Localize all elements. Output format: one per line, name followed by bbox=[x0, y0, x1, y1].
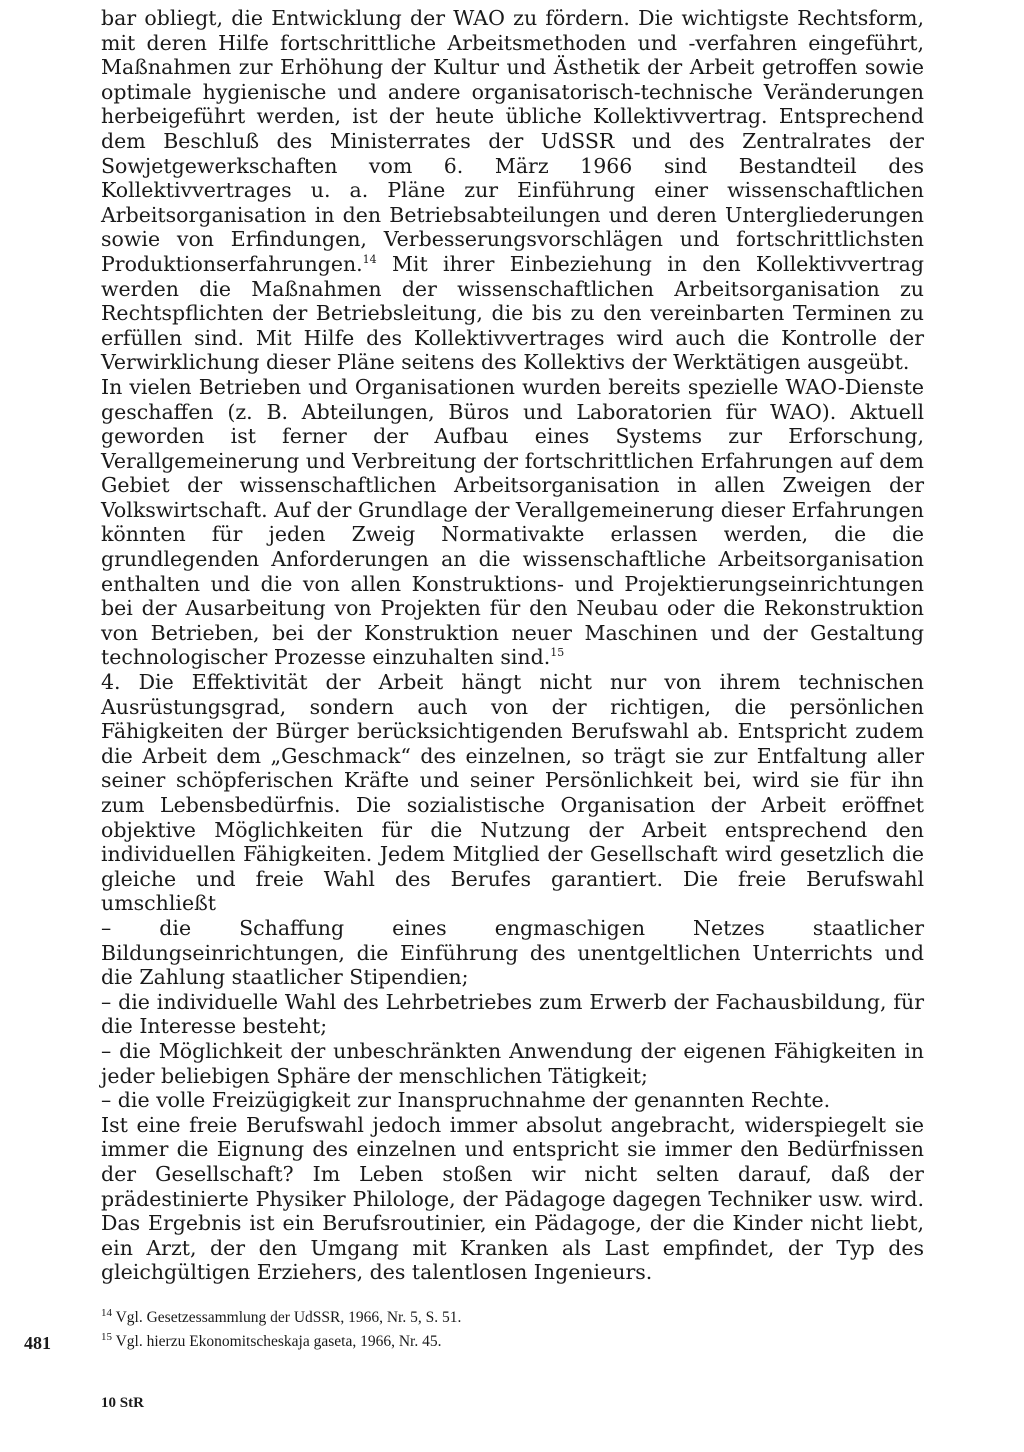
document-page bbox=[101, 6, 924, 1285]
paragraph-kollektivvertrag bbox=[101, 6, 924, 375]
body-text bbox=[101, 6, 924, 1285]
list-item-lehrbetrieb: – die individuelle Wahl des Lehrbetriebes zum Erwerb der Fachausbildung, für die Interesse besteht; bbox=[101, 989, 924, 1039]
paragraph-text: Mit ihrer Einbeziehung in den Kollektivvertrag werden die Maßnahmen der wissenschaftlichen Arbeitsorganisation zu Rechtspflichten der Betriebsleitung, die bis zu den vereinbarten Terminen zu erfüllen sind. Mit Hilfe des Kollektivvertrages wird auch die Kontrolle der Verwirklichung dieser Pläne seitens des Kollektivs der Werktätigen ausgeübt. bbox=[101, 251, 924, 375]
paragraph-text: In vielen Betrieben und Organisationen wurden bereits spezielle WAO-Dienste geschaffen (z. B. Abteilungen, Büros und Laboratorien für WAO). Aktuell geworden ist ferner der Aufbau eines Systems zur Erforschung, Verallgemeinerung und Verbreitung der fortschrittlichen Erfahrungen auf dem Gebiet der wissenschaftlichen Arbeitsorganisation in allen Zweigen der Volkswirtschaft. Auf der Grundlage der Verallgemeinerung dieser Erfahrungen könnten für jeden Zweig Normativakte erlassen werden, die die grundlegenden Anforderungen an die wissenschaftliche Arbeitsorganisation enthalten und die von allen Konstruktions- und Projektierungseinrichtungen bei der Ausarbeitung von Projekten für den Neubau oder die Rekonstruktion von Betrieben, bei der Konstruktion neuer Maschinen und der Gestaltung technologischer Prozesse einzuhalten sind. bbox=[101, 374, 924, 670]
footnotes bbox=[101, 1306, 924, 1354]
footnote-number: 14 bbox=[101, 1306, 112, 1319]
paragraph-berufswahl: Ist eine freie Berufswahl jedoch immer absolut angebracht, widerspiegelt sie immer die Eignung des einzelnen und entspricht sie immer den Bedürfnissen der Gesellschaft? Im Leben stoßen wir nicht selten darauf, daß der prädestinierte Physiker Philologe, der Pädagoge dagegen Techniker usw. wird. Das Ergebnis ist ein Berufsroutinier, ein Pädagoge, der die Kinder nicht liebt, ein Arzt, der den Umgang mit Kranken als Last empfindet, der Typ des gleichgültigen Erziehers, des talentlosen Ingenieurs. bbox=[101, 1112, 924, 1285]
footnote-15 bbox=[101, 1330, 924, 1354]
list-item-faehigkeiten: – die Möglichkeit der unbeschränkten Anwendung der eigenen Fähigkeiten in jeder beliebigen Sphäre der menschlichen Tätigkeit; bbox=[101, 1038, 924, 1088]
list-item-bildungseinrichtungen: – die Schaffung eines engmaschigen Netzes staatlicher Bildungseinrichtungen, die Einführung des unentgeltlichen Unterrichts und die Zahlung staatlicher Stipendien; bbox=[101, 915, 924, 990]
paragraph-text: bar obliegt, die Entwicklung der WAO zu fördern. Die wichtigste Rechtsform, mit deren Hilfe fortschrittliche Arbeitsmethoden und -verfahren eingeführt, Maßnahmen zur Erhöhung der Kultur und Ästhetik der Arbeit getroffen sowie optimale hygienische und andere organisatorisch-technische Veränderungen herbeigeführt werden, ist der heute übliche Kollektivvertrag. Entsprechend dem Beschluß des Ministerrates der UdSSR und des Zentralrates der Sowjetgewerkschaften vom 6. März 1966 sind Bestandteil des Kollektivvertrages u. a. Pläne zur Einführung einer wissenschaftlichen Arbeitsorganisation in den Betriebsabteilungen und deren Untergliederungen sowie von Erfindungen, Verbesserungsvorschlägen und fortschrittlichsten Produktionserfahrungen. bbox=[101, 6, 924, 276]
printer-signature-mark: 10 StR bbox=[101, 1395, 144, 1411]
footnote-14 bbox=[101, 1306, 924, 1330]
list-item-freizuegigkeit: – die volle Freizügigkeit zur Inanspruchnahme der genannten Rechte. bbox=[101, 1088, 831, 1113]
footnote-text: Vgl. hierzu Ekonomitscheskaja gaseta, 1966, Nr. 45. bbox=[115, 1333, 442, 1350]
page-number: 481 bbox=[24, 1333, 51, 1353]
paragraph-wao-dienste bbox=[101, 375, 924, 670]
footnote-ref-15[interactable]: 15 bbox=[550, 646, 565, 660]
footnote-ref-14[interactable]: 14 bbox=[362, 253, 377, 267]
footnote-text: Vgl. Gesetzessammlung der UdSSR, 1966, Nr. 5, S. 51. bbox=[115, 1309, 462, 1326]
paragraph-effektivitaet: 4. Die Effektivität der Arbeit hängt nicht nur von ihrem technischen Ausrüstungsgrad, sondern auch von der richtigen, die persönlichen Fähigkeiten der Bürger berücksichtigenden Berufswahl ab. Entspricht zudem die Arbeit dem „Geschmack“ des einzelnen, so trägt sie zur Entfaltung aller seiner schöpferischen Kräfte und seiner Persönlichkeit bei, wird sie für ihn zum Lebensbedürfnis. Die sozialistische Organisation der Arbeit eröffnet objektive Möglichkeiten für die Nutzung der Arbeit entsprechend den individuellen Fähigkeiten. Jedem Mitglied der Gesellschaft wird gesetzlich die gleiche und freie Wahl des Berufes garantiert. Die freie Berufswahl umschließt bbox=[101, 670, 924, 916]
footnote-number: 15 bbox=[101, 1330, 112, 1343]
